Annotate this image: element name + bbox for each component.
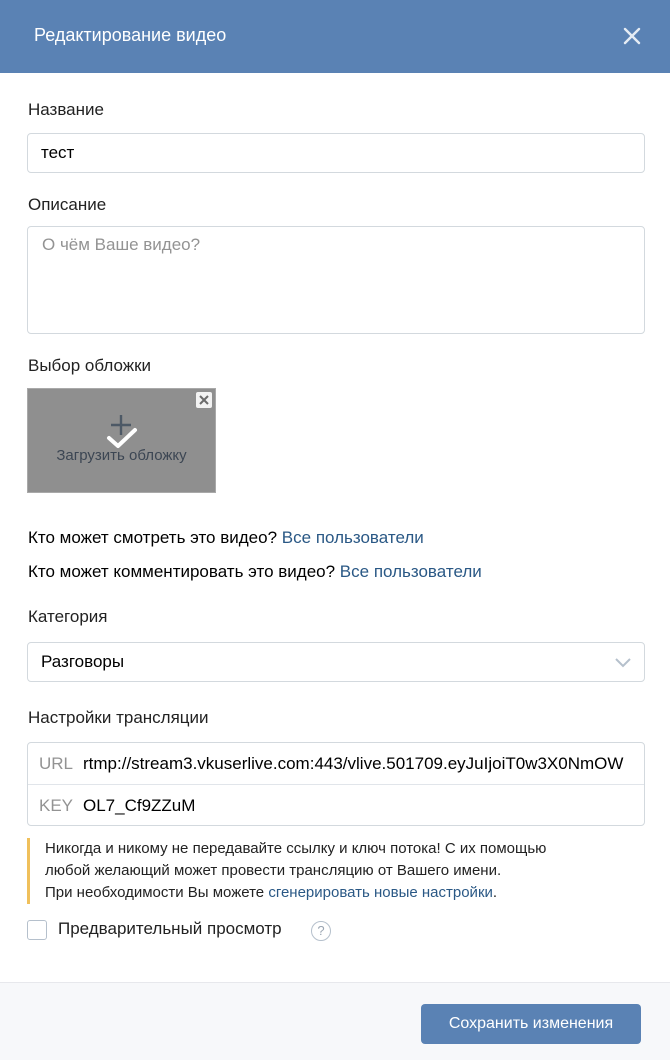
title-input[interactable]: тест [27,133,645,173]
cover-remove-icon[interactable] [196,392,212,408]
preview-label[interactable]: Предварительный просмотр [58,919,282,938]
cover-upload-label: Загрузить обложку [56,447,187,464]
category-label: Категория [28,607,108,626]
comment-privacy [28,562,482,582]
view-privacy [28,528,424,548]
stream-warning [27,838,645,904]
category-selected-value: Разговоры [41,652,125,671]
close-icon[interactable] [622,26,642,46]
comment-privacy-link[interactable]: Все пользователи [339,562,482,581]
description-label: Описание [28,195,107,214]
stream-settings-label: Настройки трансляции [28,708,209,727]
stream-url-row [28,743,644,785]
modal-header [0,0,670,73]
stream-key-label: KEY [39,796,74,815]
preview-checkbox[interactable] [27,920,47,940]
comment-privacy-question: Кто может комментировать это видео? [28,562,336,581]
modal-title: Редактирование видео [34,25,227,45]
stream-key-field[interactable]: OL7_Cf9ZZuM [83,796,196,815]
check-icon [106,427,138,449]
category-select[interactable] [27,642,645,682]
stream-settings-box [27,742,645,826]
stream-url-field[interactable]: rtmp://stream3.vkuserlive.com:443/vlive.501709.eyJuIjoiT0w3X0NmOW [83,754,624,773]
title-label: Название [28,100,104,119]
stream-key-row [28,785,644,826]
cover-label: Выбор обложки [28,356,152,375]
warning-line-3-prefix: При необходимости Вы можете [45,884,269,901]
cover-upload[interactable] [27,388,216,493]
description-textarea[interactable]: О чём Ваше видео? [27,226,645,334]
regenerate-settings-link[interactable]: сгенерировать новые настройки [268,884,493,901]
warning-line-2: любой желающий может провести трансляцию от Вашего имени. [45,862,502,879]
modal-footer [0,982,670,1060]
save-button[interactable]: Сохранить изменения [421,1004,641,1044]
help-icon[interactable]: ? [311,921,331,941]
warning-line-3 [45,882,645,904]
warning-line-1: Никогда и никому не передавайте ссылку и ключ потока! С их помощью [45,840,547,857]
warning-line-3-suffix: . [492,884,498,901]
chevron-down-icon [614,655,632,669]
stream-url-label: URL [39,754,74,773]
view-privacy-link[interactable]: Все пользователи [281,528,424,547]
view-privacy-question: Кто может смотреть это видео? [28,528,278,547]
